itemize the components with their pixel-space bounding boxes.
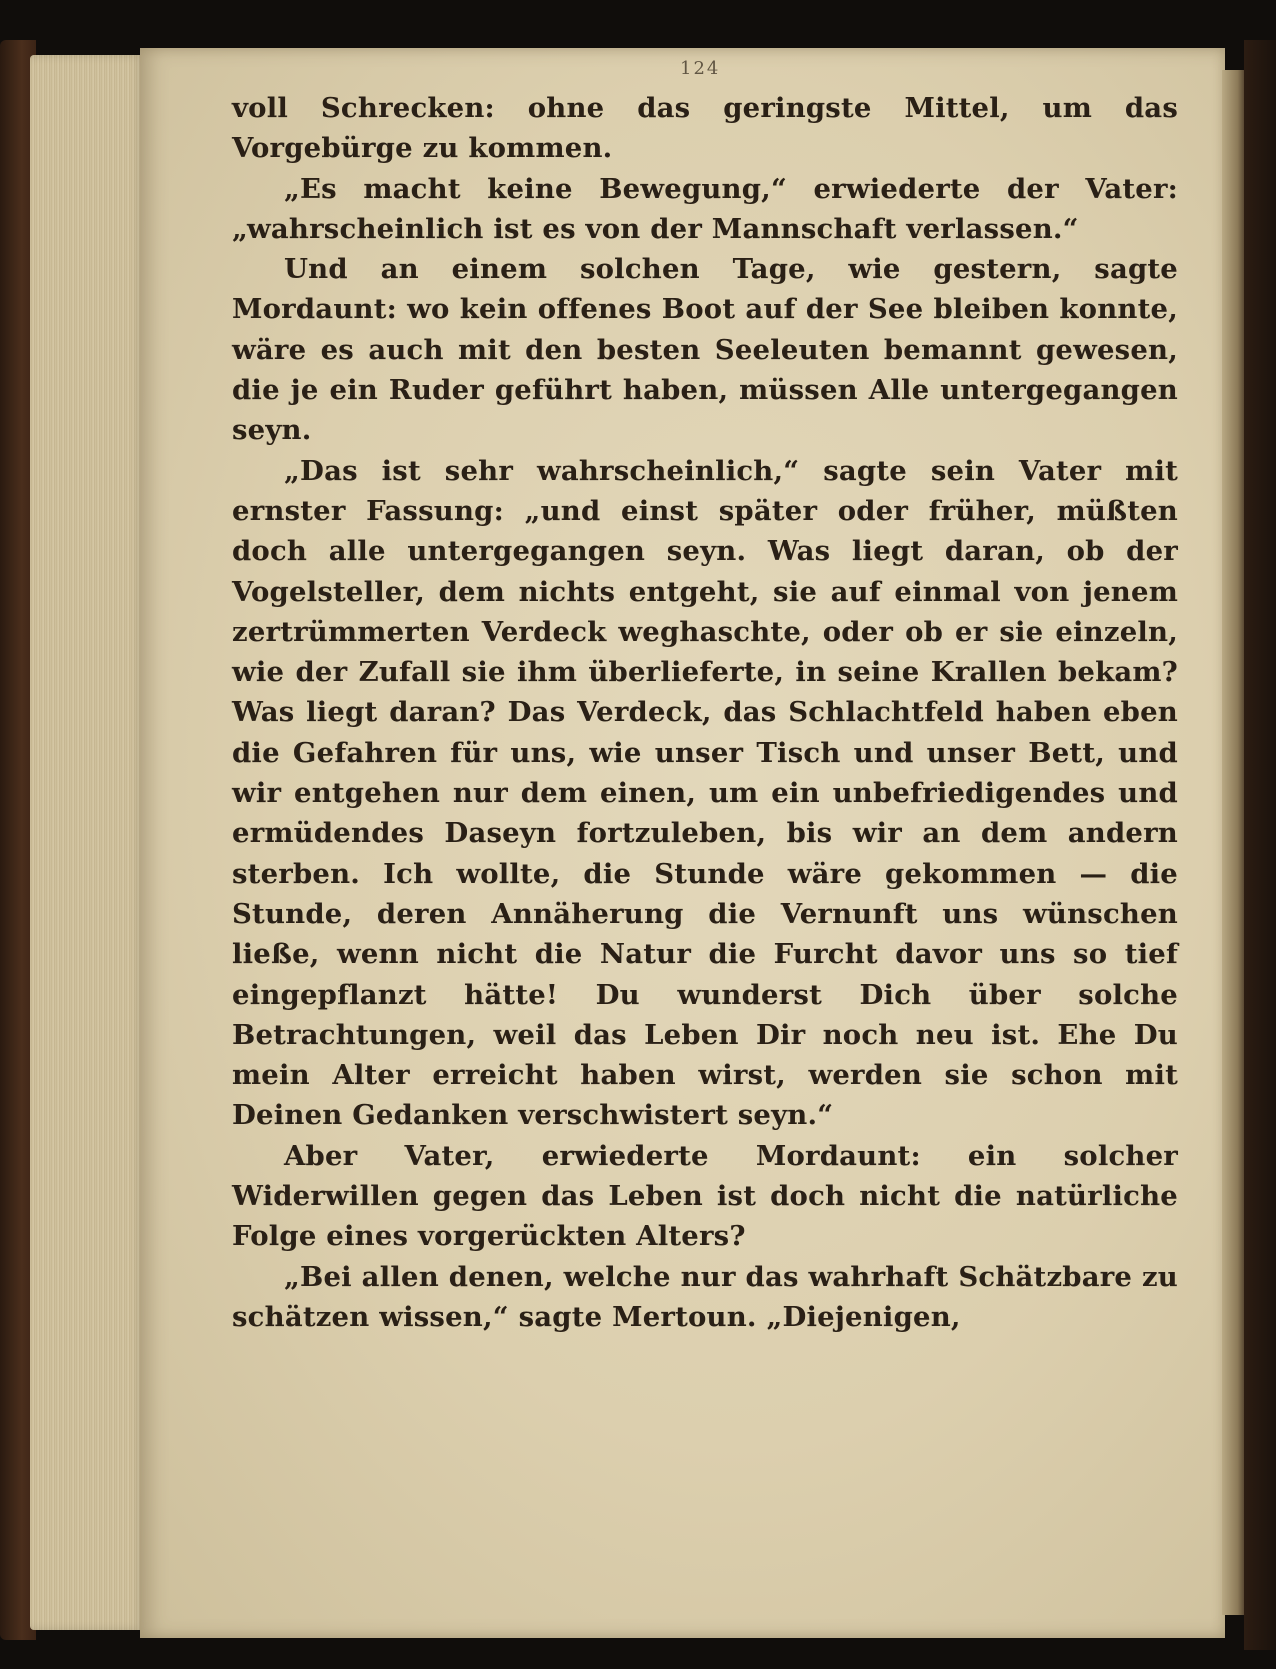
paragraph: voll Schrecken: ohne das geringste Mittel, um das Vorgebürge zu kommen.	[232, 92, 1178, 165]
paragraph: „Es macht keine Bewegung,“ erwiederte der Vater: „wahrscheinlich ist es von der Mannschaft verlassen.“	[232, 172, 1178, 245]
book-cover-right	[1244, 40, 1276, 1650]
paragraph: „Bei allen denen, welche nur das wahrhaft Schätzbare zu schätzen wissen,“ sagte Mertoun. „Diejenigen,	[232, 1260, 1178, 1333]
page-edges	[30, 55, 145, 1630]
paragraph: „Das ist sehr wahrscheinlich,“ sagte sein Vater mit ernster Fassung: „und einst später oder früher, müßten doch alle untergegangen seyn. Was liegt daran, ob der Vogelsteller, dem nichts entgeht, sie auf einmal von jenem zertrümmerten Verdeck weghaschte, oder ob er sie einzeln, wie der Zufall sie ihm überlieferte, in seine Krallen bekam? Was liegt daran? Das Verdeck, das Schlachtfeld haben eben die Gefahren für uns, wie unser Tisch und unser Bett, und wir entgehen nur dem einen, um ein unbefriedigendes und ermüdendes Daseyn fortzuleben, bis wir an dem andern sterben. Ich wollte, die Stunde wäre gekommen — die Stunde, deren Annäherung die Vernunft uns wünschen ließe, wenn nicht die Natur die Furcht davor uns so tief eingepflanzt hätte! Du wunderst Dich über solche Betrachtungen, weil das Leben Dir noch neu ist. Ehe Du mein Alter erreicht haben wirst, werden sie schon mit Deinen Gedanken verschwistert seyn.“	[232, 454, 1178, 1132]
body-text	[232, 88, 1178, 1337]
page-number: 124	[680, 58, 721, 79]
paragraph: Aber Vater, erwiederte Mordaunt: ein solcher Widerwillen gegen das Leben ist doch nicht die natürliche Folge eines vorgerückten Alters?	[232, 1139, 1178, 1253]
paragraph: Und an einem solchen Tage, wie gestern, sagte Mordaunt: wo kein offenes Boot auf der See bleiben konnte, wäre es auch mit den besten Seeleuten bemannt gewesen, die je ein Ruder geführt haben, müssen Alle untergegangen seyn.	[232, 253, 1178, 447]
